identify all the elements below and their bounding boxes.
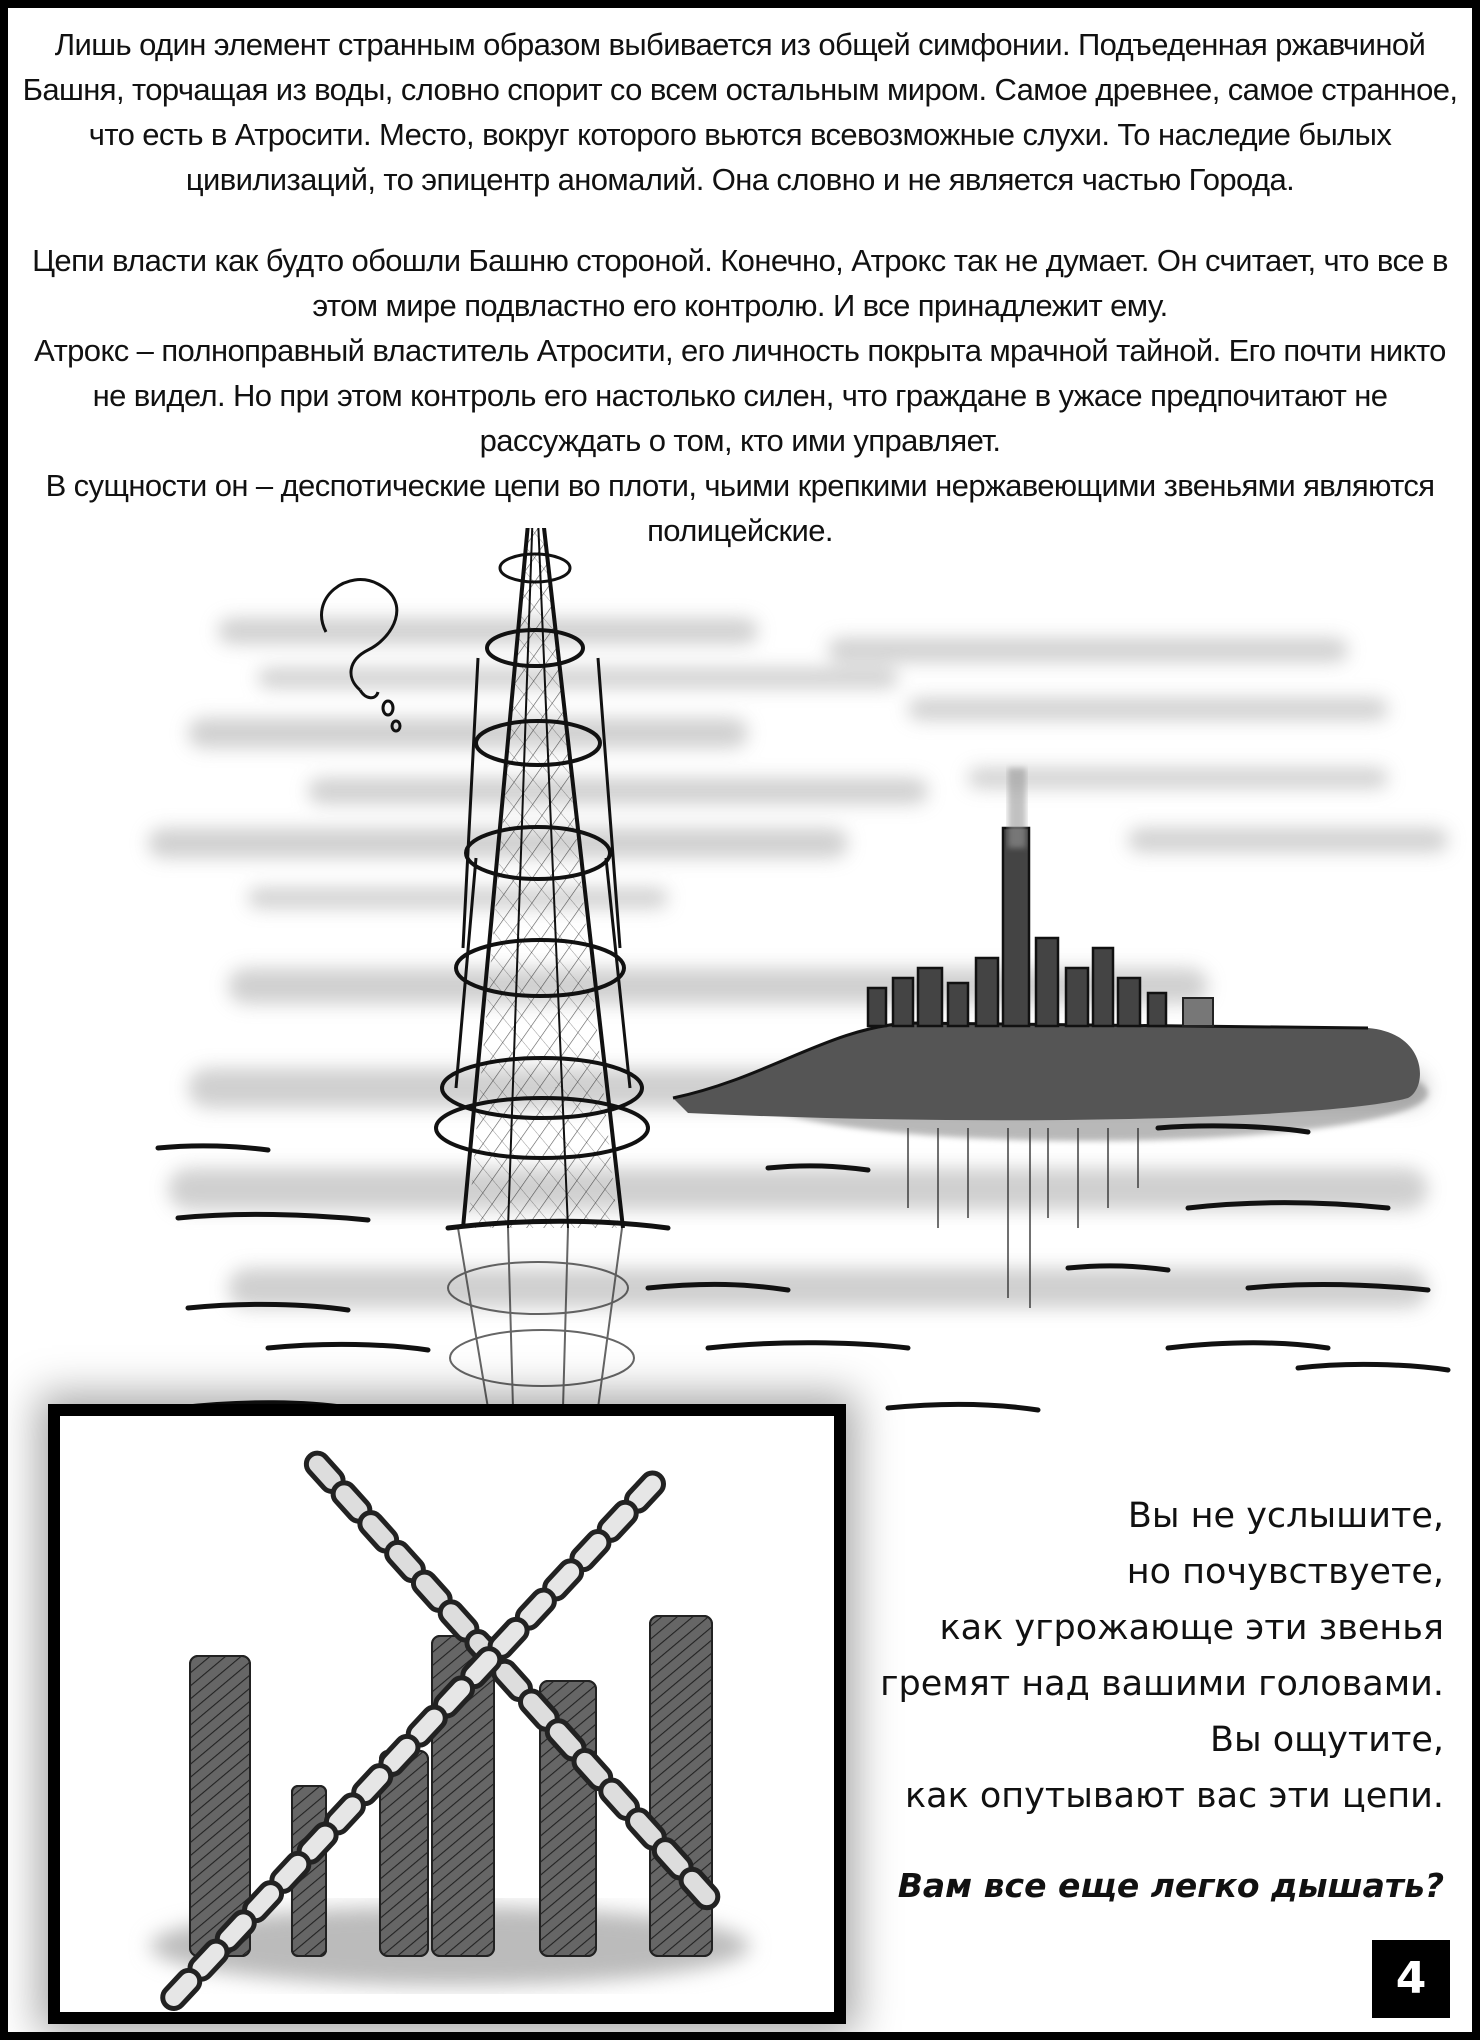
tower-scene-illustration: [8, 528, 1472, 1428]
chains-illustration: [60, 1416, 834, 2012]
narration-paragraph-4: В сущности он – деспотические цепи во плоти, чьими крепкими нержавеющими звеньями являются полицейские.: [45, 468, 1435, 548]
caption-line-2: но почувствуете,: [1126, 1552, 1444, 1592]
caption-line-3: как угрожающе эти звенья: [939, 1608, 1444, 1648]
caption-line-1: Вы не услышите,: [1127, 1496, 1444, 1536]
thought-bubble: [322, 580, 400, 731]
closing-question: Вам все еще легко дышать?: [897, 1866, 1444, 1905]
comic-page: [8, 8, 1472, 2032]
page-number-badge: 4: [1372, 1940, 1450, 2018]
narration-paragraph-3: Атрокс – полноправный властитель Атросити, его личность покрыта мрачной тайной. Его почти никто не видел. Но при этом контроль его настолько силен, что граждане в ужасе предпочитают не рассуждать о том, кто ими управляет.: [34, 333, 1446, 458]
city-island: [673, 768, 1428, 1141]
tower-reflection: [448, 1228, 634, 1408]
chains-inset-panel: [48, 1404, 846, 2024]
narration-block: [18, 22, 1462, 553]
caption-line-4: гремят над вашими головами.: [880, 1664, 1444, 1704]
caption-block: [844, 1488, 1444, 1824]
caption-line-6: как опутывают вас эти цепи.: [905, 1776, 1444, 1816]
narration-paragraph-1: Лишь один элемент странным образом выбивается из общей симфонии. Подъеденная ржавчиной Башня, торчащая из воды, словно спорит со всем остальным миром. Самое древнее, самое странное, что есть в Атросити. Место, вокруг которого вьются всевозможные слухи. То наследие былых цивилизаций, то эпицентр аномалий. Она словно и не является частью Города.: [22, 27, 1458, 197]
paragraph-gap: [18, 202, 1462, 238]
narration-paragraph-2: Цепи власти как будто обошли Башню стороной. Конечно, Атрокс так не думает. Он считает, что все в этом мире подвластно его контролю. И все принадлежит ему.: [32, 243, 1448, 323]
caption-line-5: Вы ощутите,: [1209, 1720, 1444, 1760]
